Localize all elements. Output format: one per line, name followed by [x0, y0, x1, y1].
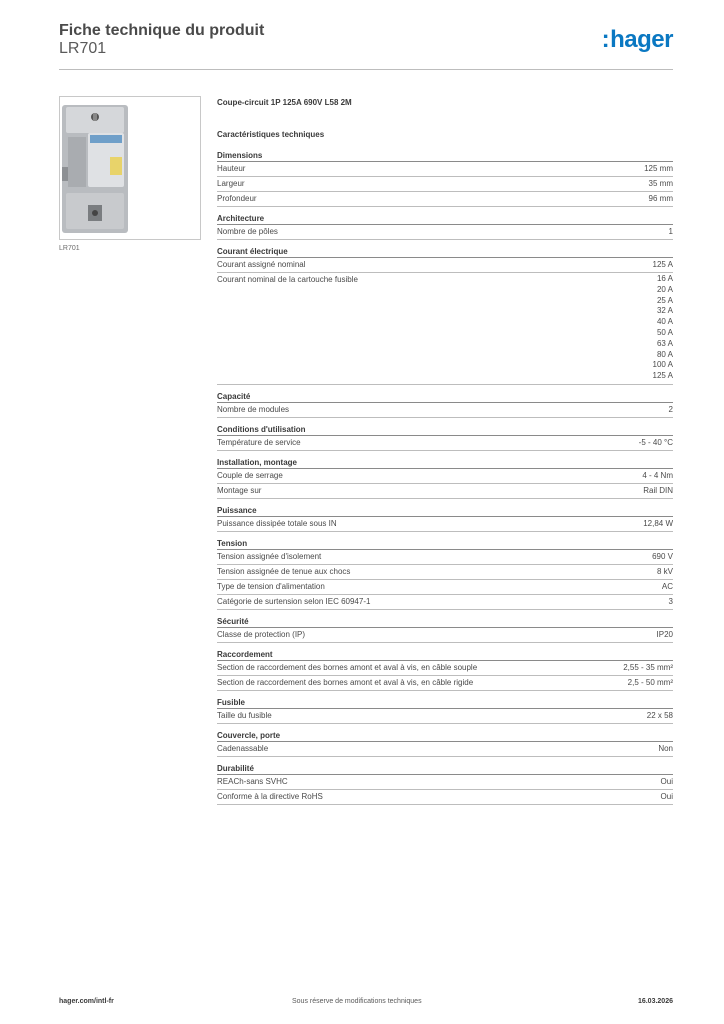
spec-label: Tension assignée de tenue aux chocs [217, 566, 351, 576]
logo-text: hager [610, 26, 673, 53]
spec-section [217, 730, 673, 757]
spec-value: 96 mm [648, 194, 673, 203]
spec-label: Tension assignée d'isolement [217, 551, 322, 561]
spec-label: Taille du fusible [217, 710, 272, 720]
spec-value: AC [661, 581, 673, 591]
spec-section [217, 150, 673, 207]
spec-label: Nombre de pôles [217, 227, 278, 236]
spec-value: 2,5 - 50 mm² [627, 677, 673, 687]
specs-title: Caractéristiques techniques [217, 130, 325, 139]
spec-row [217, 742, 673, 757]
spec-value: -5 - 40 °C [638, 437, 673, 447]
section-title: Capacité [217, 391, 673, 403]
spec-label: Section de raccordement des bornes amont et aval à vis, en câble souple [217, 662, 478, 672]
spec-label: Courant nominal de la cartouche fusible [217, 275, 358, 284]
footer-date: 16.03.2026 [637, 998, 673, 1005]
spec-section [217, 505, 673, 532]
spec-section [217, 424, 673, 451]
image-caption: LR701 [59, 245, 80, 252]
product-reference: LR701 [59, 40, 107, 57]
spec-value: Non [658, 743, 673, 753]
product-title: Coupe-circuit 1P 125A 690V L58 2M [217, 98, 352, 107]
spec-value: 125 mm [644, 164, 673, 173]
spec-label: REACh-sans SVHC [217, 776, 288, 786]
page-header [59, 22, 673, 70]
footer-website: hager.com/intl-fr [59, 998, 114, 1005]
spec-section [217, 457, 673, 499]
spec-row [217, 580, 673, 595]
spec-row [217, 192, 673, 207]
spec-value-item: 40 A [656, 317, 673, 327]
spec-row [217, 436, 673, 451]
spec-row [217, 550, 673, 565]
spec-label: Profondeur [217, 194, 257, 203]
section-title: Tension [217, 538, 673, 550]
fuse-holder-product-photo [60, 97, 200, 239]
spec-label: Température de service [217, 437, 301, 447]
spec-value-item: 20 A [656, 284, 673, 294]
spec-value-item: 63 A [656, 338, 673, 348]
spec-value-item: 16 A [656, 274, 673, 283]
spec-section [217, 616, 673, 643]
spec-section [217, 697, 673, 724]
spec-row [217, 790, 673, 805]
spec-value: 4 - 4 Nm [642, 470, 673, 480]
section-title: Raccordement [217, 649, 673, 661]
spec-sections [217, 150, 673, 805]
spec-value-item: 80 A [656, 349, 673, 359]
hager-logo: :hager [601, 26, 673, 53]
section-title: Courant électrique [217, 246, 673, 258]
spec-row [217, 628, 673, 643]
spec-label: Conforme à la directive RoHS [217, 791, 323, 801]
section-title: Architecture [217, 213, 673, 225]
spec-value: Oui [660, 791, 673, 801]
spec-value: 2 [668, 404, 673, 414]
spec-row [217, 709, 673, 724]
section-title: Conditions d'utilisation [217, 424, 673, 436]
spec-value-item: 32 A [656, 306, 673, 316]
section-title: Installation, montage [217, 457, 673, 469]
spec-label: Catégorie de surtension selon IEC 60947-1 [217, 596, 371, 606]
spec-label: Montage sur [217, 485, 262, 495]
spec-row [217, 676, 673, 691]
spec-row [217, 595, 673, 610]
spec-value: IP20 [656, 629, 673, 639]
spec-value: 2,55 - 35 mm² [623, 662, 673, 672]
section-title: Sécurité [217, 616, 673, 628]
spec-value-item: 125 A [652, 371, 673, 381]
section-title: Dimensions [217, 150, 673, 162]
spec-label: Section de raccordement des bornes amont et aval à vis, en câble rigide [217, 677, 474, 687]
section-title: Puissance [217, 505, 673, 517]
spec-label: Hauteur [217, 164, 246, 173]
footer-disclaimer: Sous réserve de modifications techniques [292, 998, 422, 1005]
spec-value-item: 50 A [656, 327, 673, 337]
spec-section [217, 213, 673, 240]
spec-value: 22 x 58 [646, 710, 673, 720]
spec-label: Couple de serrage [217, 470, 283, 480]
spec-value: 3 [668, 596, 673, 606]
spec-value: 125 A [652, 260, 673, 269]
document-title: Fiche technique du produit [59, 22, 265, 39]
spec-row [217, 565, 673, 580]
spec-row [217, 517, 673, 532]
section-title: Fusible [217, 697, 673, 709]
spec-label: Nombre de modules [217, 404, 290, 414]
spec-section [217, 649, 673, 691]
spec-label: Type de tension d'alimentation [217, 581, 325, 591]
product-image [59, 96, 201, 240]
spec-label: Cadenassable [217, 743, 269, 753]
spec-value: 35 mm [648, 179, 673, 188]
spec-section [217, 391, 673, 418]
spec-section [217, 538, 673, 610]
spec-row [217, 775, 673, 790]
spec-section [217, 246, 673, 385]
spec-label: Classe de protection (IP) [217, 629, 306, 639]
spec-value: Oui [660, 776, 673, 786]
spec-value: 8 kV [656, 566, 673, 576]
spec-value: 690 V [652, 551, 673, 561]
spec-value: Rail DIN [643, 485, 673, 495]
spec-label: Courant assigné nominal [217, 260, 306, 269]
spec-label: Puissance dissipée totale sous IN [217, 518, 337, 528]
spec-section [217, 763, 673, 805]
spec-row [217, 469, 673, 484]
spec-value [653, 273, 673, 384]
spec-row [217, 225, 673, 240]
spec-value-item: 100 A [652, 360, 673, 370]
spec-content [217, 98, 673, 805]
spec-row [217, 403, 673, 418]
spec-row [217, 258, 673, 273]
spec-label: Largeur [217, 179, 245, 188]
spec-row [217, 162, 673, 177]
spec-value-item: 25 A [656, 295, 673, 305]
spec-row [217, 177, 673, 192]
spec-value: 12,84 W [643, 518, 673, 528]
spec-row [217, 484, 673, 499]
section-title: Couvercle, porte [217, 730, 673, 742]
spec-value: 1 [668, 227, 673, 236]
spec-row [217, 661, 673, 676]
spec-row [217, 273, 673, 385]
section-title: Durabilité [217, 763, 673, 775]
